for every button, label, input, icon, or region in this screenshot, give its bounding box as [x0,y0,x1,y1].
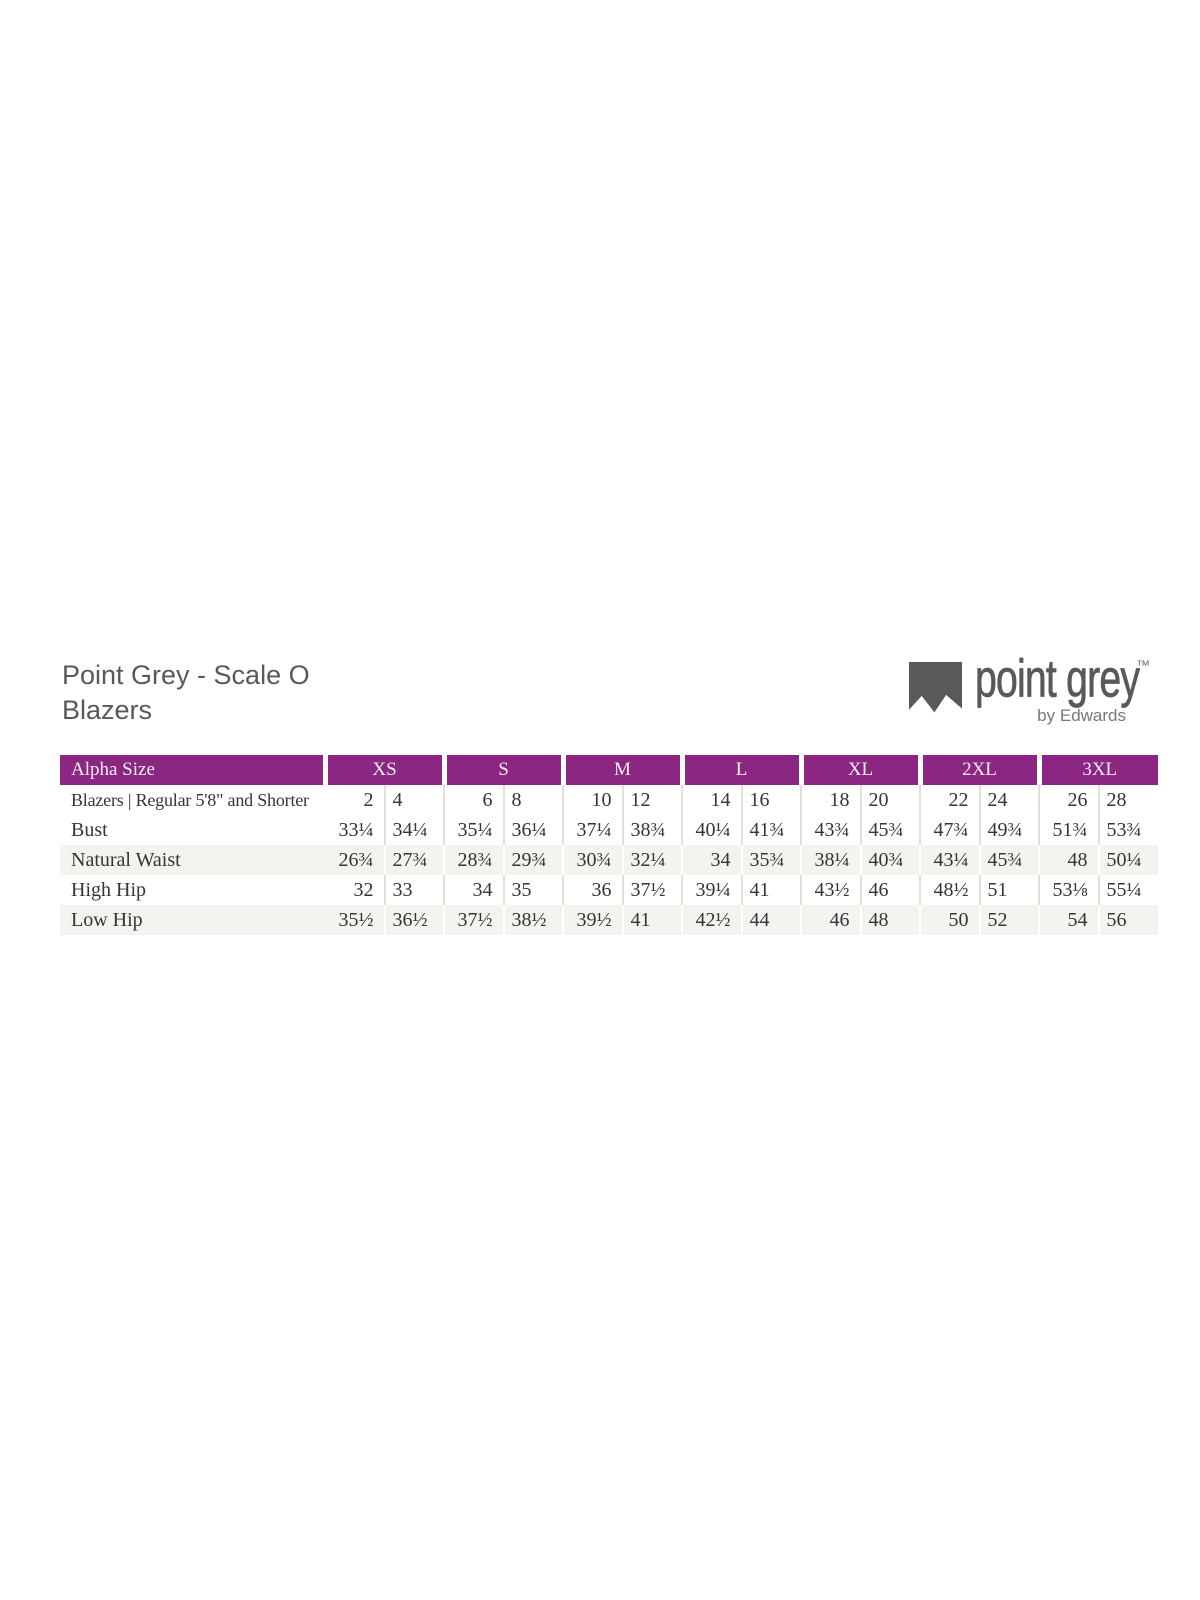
size-value-cell: 47¾ [920,815,980,845]
size-value-cell: 28¾ [444,845,504,875]
size-value-cell: 50 [920,905,980,935]
size-value-cell: 14 [682,785,742,815]
size-value-cell: 6 [444,785,504,815]
size-value-cell: 16 [742,785,802,815]
size-value-cell: 54 [1039,905,1099,935]
size-value-cell: 4 [385,785,445,815]
size-value-cell: 35¼ [444,815,504,845]
size-value-cell: 18 [801,785,861,815]
table-row [60,785,1158,815]
size-value-cell: 10 [563,785,623,815]
size-value-cell: 53¾ [1099,815,1159,845]
size-value-cell: 28 [1099,785,1159,815]
brand-text [975,650,1150,726]
size-value-cell: 26 [1039,785,1099,815]
size-value-cell: 34¼ [385,815,445,845]
size-value-cell: 43¾ [801,815,861,845]
size-value-cell: 30¾ [563,845,623,875]
size-value-cell: 45¾ [861,815,921,845]
size-value-cell: 48½ [920,875,980,905]
column-header-size-l: L [682,755,801,785]
page-title: Point Grey - Scale O [62,660,310,690]
size-value-cell: 51 [980,875,1040,905]
document-header [62,650,1150,745]
size-value-cell: 40¾ [861,845,921,875]
size-value-cell: 20 [861,785,921,815]
table-row [60,905,1158,935]
size-value-cell: 45¾ [980,845,1040,875]
size-value-cell: 36¼ [504,815,564,845]
size-value-cell: 50¼ [1099,845,1159,875]
size-value-cell: 24 [980,785,1040,815]
size-value-cell: 49¾ [980,815,1040,845]
size-value-cell: 35½ [338,908,374,931]
size-value-cell: 37½ [444,905,504,935]
title-block [62,658,310,728]
size-value-cell: 36 [563,875,623,905]
size-value-cell: 36½ [385,905,445,935]
size-value-cell: 43½ [801,875,861,905]
size-value-cell: 43¼ [920,845,980,875]
size-value-cell: 41¾ [742,815,802,845]
size-value-cell: 51¾ [1039,815,1099,845]
size-value-cell: 12 [623,785,683,815]
brand-byline: by Edwards [1037,706,1126,725]
table-row [60,815,1158,845]
size-value-cell: 42½ [682,905,742,935]
table-row [60,875,1158,905]
size-value-cell: 39½ [563,905,623,935]
size-chart [60,755,1158,935]
size-value-cell: 2 [363,788,374,811]
size-value-cell: 32 [353,878,374,901]
size-value-cell: 46 [861,875,921,905]
column-header-size-m: M [563,755,682,785]
row-label: Blazers | Regular 5'8" and Shorter [71,789,309,810]
column-header-size-2xl: 2XL [920,755,1039,785]
row-label: Natural Waist [71,848,181,871]
size-value-cell: 34 [444,875,504,905]
size-value-cell: 33¼ [338,818,374,841]
size-value-cell: 29¾ [504,845,564,875]
column-header-size-xl: XL [801,755,920,785]
size-value-cell: 40¼ [682,815,742,845]
trademark-symbol: ™ [1136,657,1150,673]
table-row [60,845,1158,875]
size-value-cell: 38¾ [623,815,683,845]
column-header-alpha-size: Alpha Size [60,755,325,785]
size-value-cell: 48 [861,905,921,935]
table-header-row [60,755,1158,785]
size-value-cell: 37¼ [563,815,623,845]
column-header-size-xs: XS [325,755,444,785]
size-value-cell: 27¾ [385,845,445,875]
size-value-cell: 53⅛ [1039,875,1099,905]
size-value-cell: 33 [385,875,445,905]
size-value-cell: 38¼ [801,845,861,875]
row-label: Bust [71,818,108,841]
size-value-cell: 41 [742,875,802,905]
size-value-cell: 56 [1099,905,1159,935]
column-header-size-3xl: 3XL [1039,755,1158,785]
size-value-cell: 22 [920,785,980,815]
size-value-cell: 44 [742,905,802,935]
brand-wordmark: point grey [974,650,1139,709]
size-value-cell: 26¾ [338,848,374,871]
mountain-flag-icon [909,661,962,716]
row-label: Low Hip [71,908,143,931]
size-value-cell: 35¾ [742,845,802,875]
size-chart-table [60,755,1158,935]
size-value-cell: 38½ [504,905,564,935]
size-value-cell: 34 [682,845,742,875]
row-label: High Hip [71,878,146,901]
table-body [60,785,1158,935]
brand-logo [909,650,1150,726]
size-value-cell: 32¼ [623,845,683,875]
size-value-cell: 52 [980,905,1040,935]
size-value-cell: 46 [801,905,861,935]
size-value-cell: 39¼ [682,875,742,905]
size-value-cell: 35 [504,875,564,905]
page-subtitle: Blazers [62,695,153,725]
size-value-cell: 8 [504,785,564,815]
size-value-cell: 48 [1039,845,1099,875]
size-value-cell: 55¼ [1099,875,1159,905]
size-value-cell: 37½ [623,875,683,905]
size-value-cell: 41 [623,905,683,935]
column-header-size-s: S [444,755,563,785]
